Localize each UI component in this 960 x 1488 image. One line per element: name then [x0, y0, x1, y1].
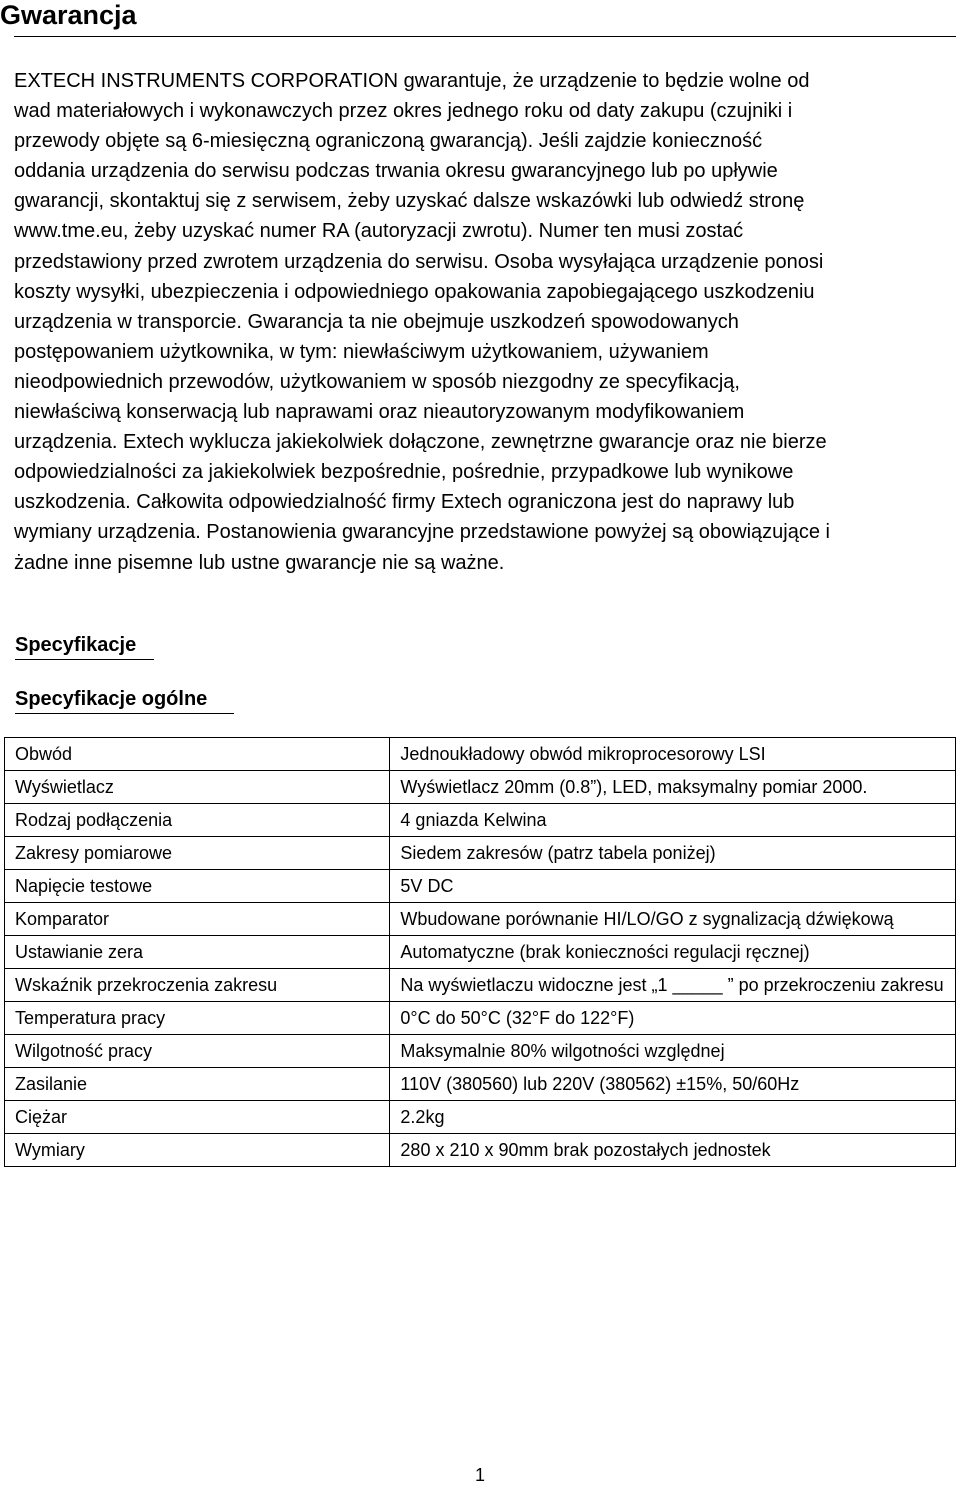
title-divider: [14, 36, 956, 37]
table-row: [5, 1068, 956, 1101]
spec-value: Automatyczne (brak konieczności regulacji ręcznej): [390, 936, 956, 969]
spec-label: Wskaźnik przekroczenia zakresu: [5, 969, 390, 1002]
spec-value: 5V DC: [390, 870, 956, 903]
spec-label: Zakresy pomiarowe: [5, 837, 390, 870]
spec-label: Napięcie testowe: [5, 870, 390, 903]
table-row: [5, 1002, 956, 1035]
table-row: [5, 903, 956, 936]
spec-label: Temperatura pracy: [5, 1002, 390, 1035]
spec-label: Zasilanie: [5, 1068, 390, 1101]
spec-value: Maksymalnie 80% wilgotności względnej: [390, 1035, 956, 1068]
warranty-paragraph: EXTECH INSTRUMENTS CORPORATION gwarantuje, że urządzenie to będzie wolne od wad materiałowych i wykonawczych przez okres jednego roku od daty zakupu (czujniki i przewody objęte są 6-miesięczną ograniczoną gwarancją). Jeśli zajdzie konieczność oddania urządzenia do serwisu podczas trwania okresu gwarancyjnego lub po upływie gwarancji, skontaktuj się z serwisem, żeby uzyskać dalsze wskazówki lub odwiedź stronę www.tme.eu, żeby uzyskać numer RA (autoryzacji zwrotu). Numer ten musi zostać przedstawiony przed zwrotem urządzenia do serwisu. Osoba wysyłająca urządzenie ponosi koszty wysyłki, ubezpieczenia i odpowiedniego opakowania zapobiegającego uszkodzeniu urządzenia w transporcie. Gwarancja ta nie obejmuje uszkodzeń spowodowanych postępowaniem użytkownika, w tym: niewłaściwym użytkowaniem, używaniem nieodpowiednich przewodów, użytkowaniem w sposób niezgodny ze specyfikacją, niewłaściwą konserwacją lub naprawami oraz nieautoryzowanym modyfikowaniem urządzenia. Extech wyklucza jakiekolwiek dołączone, zewnętrzne gwarancje oraz nie bierze odpowiedzialności za jakiekolwiek bezpośrednie, pośrednie, przypadkowe lub wynikowe uszkodzenia. Całkowita odpowiedzialność firmy Extech ograniczona jest do naprawy lub wymiany urządzenia. Postanowienia gwarancyjne przedstawione powyżej są obowiązujące i żadne inne pisemne lub ustne gwarancje nie są ważne.: [14, 70, 830, 574]
spec-label: Wyświetlacz: [5, 771, 390, 804]
spec-label: Ciężar: [5, 1101, 390, 1134]
spec-label: Wilgotność pracy: [5, 1035, 390, 1068]
spec-value: Wbudowane porównanie HI/LO/GO z sygnalizacją dźwiękową: [390, 903, 956, 936]
spec-label: Wymiary: [5, 1134, 390, 1167]
spec-label: Rodzaj podłączenia: [5, 804, 390, 837]
spec-value: Wyświetlacz 20mm (0.8”), LED, maksymalny pomiar 2000.: [390, 771, 956, 804]
spec-value: 0°C do 50°C (32°F do 122°F): [390, 1002, 956, 1035]
table-row: [5, 804, 956, 837]
specifications-heading-underline: [15, 659, 154, 660]
spec-label: Komparator: [5, 903, 390, 936]
general-specifications-heading: Specyfikacje ogólne: [15, 688, 208, 710]
spec-value: 110V (380560) lub 220V (380562) ±15%, 50/60Hz: [390, 1068, 956, 1101]
specifications-heading: Specyfikacje: [15, 634, 137, 656]
table-row: [5, 1035, 956, 1068]
spec-value: 2.2kg: [390, 1101, 956, 1134]
spec-value: Jednoukładowy obwód mikroprocesorowy LSI: [390, 738, 956, 771]
spec-value: Siedem zakresów (patrz tabela poniżej): [390, 837, 956, 870]
table-row: [5, 771, 956, 804]
spec-value: Na wyświetlaczu widoczne jest „1 _____ ” po przekroczeniu zakresu: [390, 969, 956, 1002]
spec-label: Ustawianie zera: [5, 936, 390, 969]
table-row: [5, 738, 956, 771]
spec-label: Obwód: [5, 738, 390, 771]
spec-value: 280 x 210 x 90mm brak pozostałych jednostek: [390, 1134, 956, 1167]
table-row: [5, 1134, 956, 1167]
table-row: [5, 936, 956, 969]
spec-value: 4 gniazda Kelwina: [390, 804, 956, 837]
general-specifications-table: [4, 737, 956, 1167]
table-row: [5, 969, 956, 1002]
page-title: Gwarancja: [0, 0, 137, 30]
table-row: [5, 870, 956, 903]
general-specifications-heading-underline: [15, 713, 234, 714]
page-number: 1: [474, 1465, 485, 1485]
table-row: [5, 1101, 956, 1134]
table-row: [5, 837, 956, 870]
